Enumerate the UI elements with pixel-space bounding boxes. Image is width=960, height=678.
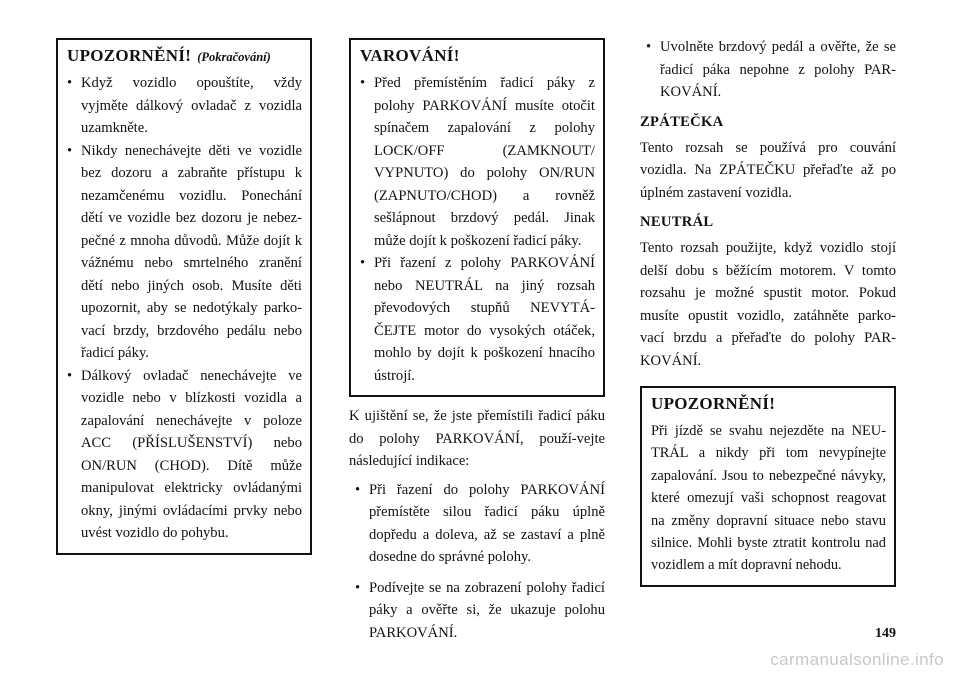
caution-box <box>640 386 896 587</box>
park-intro-text: K ujištění se, že jste přemístili řadicí páku do polohy PARKOVÁNÍ, použí-vejte následující indikace: <box>349 408 605 469</box>
caution-text: Při jízdě se svahu nejezděte na NEU-TRÁL a nikdy při tom nevypínejte zapalování. Jsou to nebezpečné návyky, které omezují vaši schopnost reagovat na změny dopravní situace nebo stavu silnice. Mohli byste ztratit kontrolu nad vozidlem a mít dopravní nehodu. <box>651 423 886 574</box>
warning-list <box>360 72 595 387</box>
list-item: • Podívejte se na zobrazení polohy řadicí páky a ověřte si, že ukazuje polohu PARKOVÁNÍ. <box>349 577 605 645</box>
list-item: • Před přemístěním řadicí páky z polohy PARKOVÁNÍ musíte otočit spínačem zapalování z polohy LOCK/OFF (ZAMKNOUT/ VYPNUTO) do polohy ON/RUN (ZAPNUTO/CHOD) a rovněž sešlápnout brzdový pedál. Jinak může dojít k poškození řadicí páky. <box>360 72 595 252</box>
page-number: 149 <box>875 626 896 641</box>
caution-box-continued <box>56 38 312 555</box>
list-item: • Nikdy nenechávejte děti ve vozidle bez dozoru a zabraňte přístupu k nezamčenému vozidlu. Ponechání dětí ve vozidle bez dozoru je nebez-pečné z mnoha důvodů. Může dojít k vážnému nebo smrtelného zranění dětí nebo jiných osob. Musíte děti upozornit, aby se nedotýkaly parko-vací brzdy, brzdového pedálu nebo řadicí páky. <box>67 140 302 365</box>
list-item: • Uvolněte brzdový pedál a ověřte, že se řadicí páka nepohne z polohy PAR-KOVÁNÍ. <box>640 36 896 104</box>
warning-title: VAROVÁNÍ! <box>360 46 460 65</box>
caution-list <box>67 72 302 545</box>
column-right <box>640 38 896 587</box>
warning-box <box>349 38 605 397</box>
neutral-text: Tento rozsah použijte, když vozidlo stojí delší dobu s běžícím motorem. V tomto rozsahu je možné spustit motor. Pokud musíte opustit vozidlo, zatáhněte parko-vací brzdu a přeřaďte do polohy PAR-KOVÁNÍ. <box>640 240 896 369</box>
watermark: carmanualsonline.info <box>770 650 944 669</box>
reverse-text: Tento rozsah se používá pro couvání vozidla. Na ZPÁTEČKU přeřaďte až po úplném zastavení vozidla. <box>640 139 896 201</box>
list-item: • Dálkový ovladač nenechávejte ve vozidle nebo v blízkosti vozidla a zapalování nenechávejte v poloze ACC (PŘÍSLUŠENSTVÍ) nebo ON/RUN (CHOD). Dítě může manipulovat elektricky ovládanými okny, jinými ovládacími prvky nebo uvést vozidlo do pohybu. <box>67 365 302 545</box>
column-middle <box>349 38 605 652</box>
caution-title: UPOZORNĚNÍ! <box>651 394 776 413</box>
continued-label: (Pokračování) <box>197 50 271 64</box>
list-item: • Když vozidlo opouštíte, vždy vyjměte dálkový ovladač z vozidla uzamkněte. <box>67 72 302 140</box>
list-item: • Při řazení do polohy PARKOVÁNÍ přemístěte silou řadicí páku úplně dopředu a doleva, až se zastaví a plně dosedne do správné polohy. <box>349 479 605 569</box>
column-left <box>56 38 312 555</box>
heading-reverse: ZPÁTEČKA <box>640 113 724 130</box>
caution-title: UPOZORNĚNÍ! (Pokračování) <box>67 46 271 65</box>
park-indication-list <box>349 479 605 645</box>
park-indication-list-cont <box>640 36 896 104</box>
heading-neutral: NEUTRÁL <box>640 214 714 230</box>
list-item: • Při řazení z polohy PARKOVÁNÍ nebo NEUTRÁL na jiný rozsah převodových stupňů NEVYTÁ-ČEJTE motor do vysokých otáček, mohlo by dojít k poškození hnacího ústrojí. <box>360 252 595 387</box>
